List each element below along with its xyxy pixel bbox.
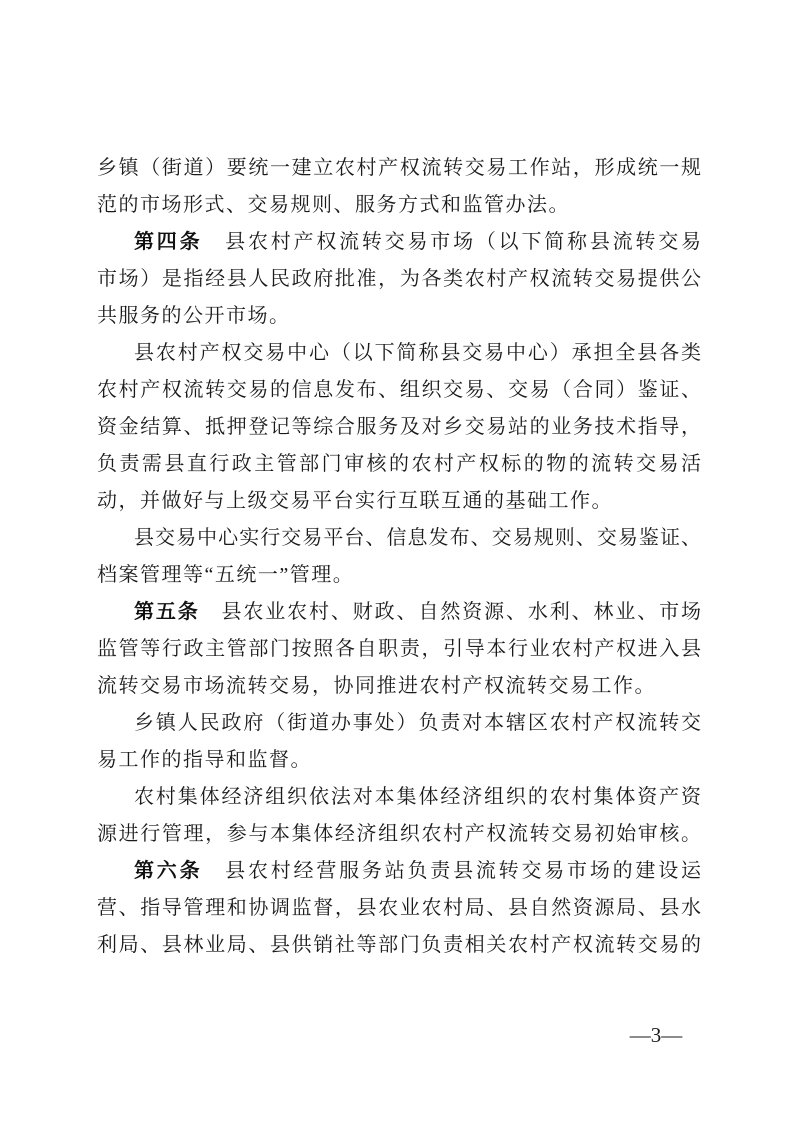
text-line: 源进行管理，参与本集体经济组织农村产权流转交易初始审核。 <box>97 823 701 845</box>
text-line: 营、指导管理和协调监督，县农业农村局、县自然资源局、县水 <box>97 897 701 919</box>
text-line: 乡镇人民政府（街道办事处）负责对本辖区农村产权流转交 <box>134 712 701 734</box>
text-line: 易工作的指导和监督。 <box>97 749 312 771</box>
article-number: 第四条 <box>134 231 203 253</box>
text-line: 县交易中心实行交易平台、信息发布、交易规则、交易鉴证、 <box>134 527 701 549</box>
text-line: 第四条 县农村产权流转交易市场（以下简称县流转交易 <box>134 231 701 253</box>
text-line: 第五条 县农业农村、财政、自然资源、水利、林业、市场 <box>134 601 702 623</box>
text-line: 负责需县直行政主管部门审核的农村产权标的物的流转交易活 <box>97 453 701 475</box>
text-line: 资金结算、抵押登记等综合服务及对乡交易站的业务技术指导， <box>97 416 701 438</box>
text-line: 范的市场形式、交易规则、服务方式和监管办法。 <box>97 194 570 216</box>
article-number: 第五条 <box>134 601 200 623</box>
text-line: 第六条 县农村经营服务站负责县流转交易市场的建设运 <box>134 860 701 882</box>
document-body <box>97 150 701 964</box>
article-number: 第六条 <box>134 860 203 882</box>
text-line: 农村集体经济组织依法对本集体经济组织的农村集体资产资 <box>134 786 701 808</box>
text-line: 乡镇（街道）要统一建立农村产权流转交易工作站，形成统一规 <box>97 157 701 179</box>
text-line: 县农村产权交易中心（以下简称县交易中心）承担全县各类 <box>134 342 701 364</box>
text-line: 档案管理等“五统一”管理。 <box>97 564 355 586</box>
text-line: 动，并做好与上级交易平台实行互联互通的基础工作。 <box>97 490 613 512</box>
text-line: 市场）是指经县人民政府批准，为各类农村产权流转交易提供公 <box>97 268 701 290</box>
text-line: 共服务的公开市场。 <box>97 305 291 327</box>
page-number: —3— <box>629 1023 683 1047</box>
text-line: 利局、县林业局、县供销社等部门负责相关农村产权流转交易的 <box>97 934 701 956</box>
text-line: 监管等行政主管部门按照各自职责，引导本行业农村产权进入县 <box>97 638 701 660</box>
text-line: 流转交易市场流转交易，协同推进农村产权流转交易工作。 <box>97 675 656 697</box>
text-line: 农村产权流转交易的信息发布、组织交易、交易（合同）鉴证、 <box>97 379 701 401</box>
